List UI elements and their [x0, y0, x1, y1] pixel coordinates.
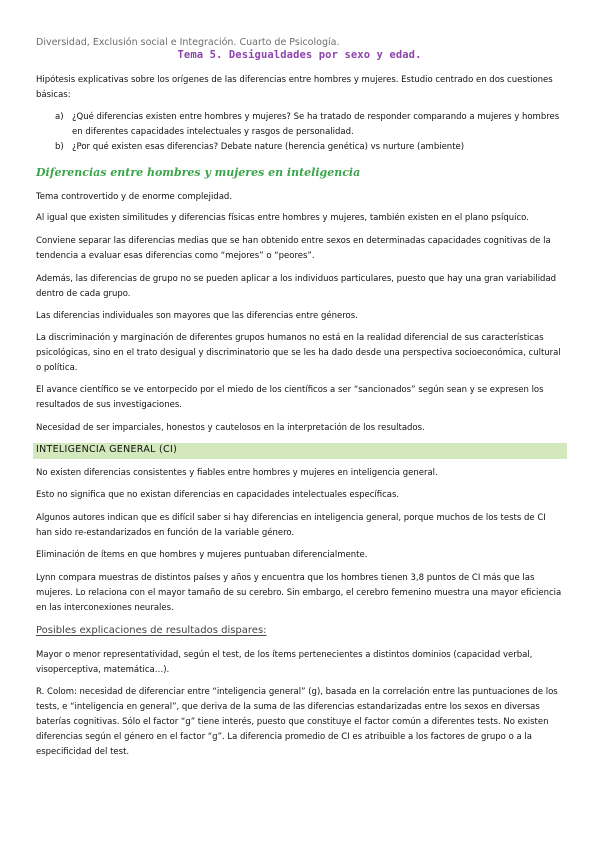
- paragraph: Conviene separar las diferencias medias que se han obtenido entre sexos en determinadas capacidades cognitivas de la tendencia a evaluar esas diferencias como “mejores” o “peores”.: [36, 236, 551, 261]
- list-item-text: ¿Qué diferencias existen entre hombres y mujeres? Se ha tratado de responder comparando a mujeres y hombres en diferentes capacidades intelectuales y rasgos de personalidad.: [72, 112, 560, 137]
- intro-paragraph: Hipótesis explicativas sobre los orígenes de las diferencias entre hombres y mujeres. Estudio centrado en dos cuestiones básicas:: [36, 75, 553, 100]
- highlighted-heading: [33, 443, 567, 459]
- paragraph: Además, las diferencias de grupo no se pueden aplicar a los individuos particulares, puesto que hay una gran variabilidad dentro de cada grupo.: [36, 274, 557, 299]
- paragraph: Las diferencias individuales son mayores que las diferencias entre géneros.: [36, 311, 358, 321]
- section-heading: Diferencias entre hombres y mujeres en inteligencia: [36, 166, 361, 179]
- paragraph: Al igual que existen similitudes y diferencias físicas entre hombres y mujeres, también existen en el plano psíquico.: [36, 213, 529, 223]
- list-marker: a): [55, 112, 64, 122]
- paragraph: El avance científico se ve entorpecido por el miedo de los científicos a ser “sancionados” según sean y se expresen los resultados de sus investigaciones.: [36, 385, 544, 410]
- document-title: Tema 5. Desigualdades por sexo y edad.: [177, 49, 422, 61]
- list-item-text: ¿Por qué existen esas diferencias? Debate nature (herencia genética) vs nurture (ambiente): [72, 142, 465, 152]
- paragraph: Mayor o menor representatividad, según el test, de los ítems pertenecientes a distintos dominios (capacidad verbal, visoperceptiva, matemática…).: [36, 650, 533, 675]
- paragraph: Eliminación de ítems en que hombres y mujeres puntuaban diferencialmente.: [36, 550, 368, 560]
- paragraph: No existen diferencias consistentes y fiables entre hombres y mujeres en inteligencia general.: [36, 468, 438, 478]
- subheading: Posibles explicaciones de resultados dispares:: [36, 625, 267, 636]
- highlighted-heading-text: INTELIGENCIA GENERAL (CI): [36, 444, 178, 455]
- paragraph: Algunos autores indican que es difícil saber si hay diferencias en inteligencia general, porque muchos de los tests de CI han sido re-estandarizados en función de la variable género.: [36, 513, 546, 538]
- paragraph: Esto no significa que no existan diferencias en capacidades intelectuales específicas.: [36, 490, 400, 500]
- paragraph: La discriminación y marginación de diferentes grupos humanos no está en la realidad diferencial de sus características psicológicas, sino en el trato desigual y discriminatorio que se les ha dado desde una perspectiva socioeconómica, cultural o política.: [36, 333, 561, 373]
- paragraph: Tema controvertido y de enorme complejidad.: [36, 192, 233, 202]
- list-marker: b): [55, 142, 64, 152]
- paragraph: Lynn compara muestras de distintos países y años y encuentra que los hombres tienen 3,8 puntos de CI más que las mujeres. Lo relaciona con el mayor tamaño de su cerebro. Sin embargo, el cerebro femenino muestra una mayor eficiencia en las interconexiones neurales.: [36, 573, 562, 613]
- paragraph: Necesidad de ser imparciales, honestos y cautelosos en la interpretación de los resultados.: [36, 423, 425, 433]
- paragraph: R. Colom: necesidad de diferenciar entre “inteligencia general” (g), basada en la correlación entre las puntuaciones de los tests, e “inteligencia en general”, que deriva de la suma de las diferencias estandarizadas entre los sexos en diversas baterías cognitivas. Sólo el factor “g” tiene interés, puesto que constituye el factor común a diferentes tests. No existen diferencias según el género en el factor “g”. La diferencia promedio de CI es atribuible a los factores de grupo o a la especificidad del test.: [36, 687, 558, 757]
- page-header: Diversidad, Exclusión social e Integración. Cuarto de Psicología.: [36, 37, 340, 48]
